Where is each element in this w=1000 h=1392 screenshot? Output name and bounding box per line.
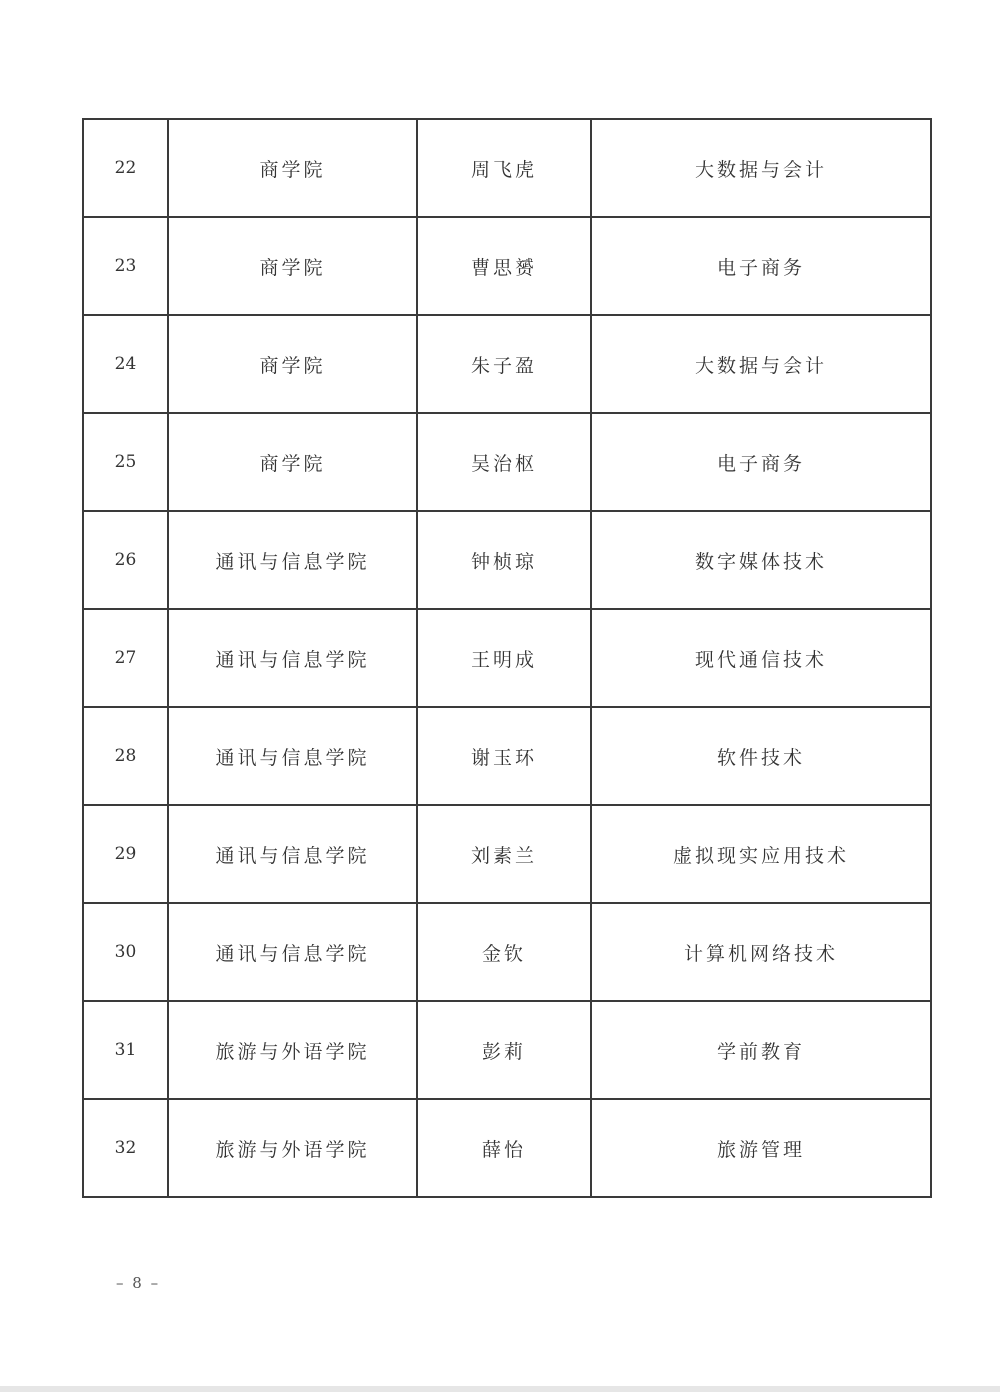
college-cell: 通讯与信息学院 <box>168 805 417 903</box>
major-cell: 虚拟现实应用技术 <box>591 805 931 903</box>
table-row <box>83 1001 931 1099</box>
row-number-cell: 31 <box>83 1001 168 1099</box>
college-cell: 通讯与信息学院 <box>168 511 417 609</box>
college-cell: 商学院 <box>168 119 417 217</box>
college-cell: 旅游与外语学院 <box>168 1099 417 1197</box>
row-number-cell: 27 <box>83 609 168 707</box>
table-row <box>83 903 931 1001</box>
major-cell: 电子商务 <box>591 217 931 315</box>
person-name-cell: 王明成 <box>417 609 591 707</box>
row-number-cell: 28 <box>83 707 168 805</box>
college-cell: 旅游与外语学院 <box>168 1001 417 1099</box>
major-cell: 旅游管理 <box>591 1099 931 1197</box>
person-name-cell: 刘素兰 <box>417 805 591 903</box>
person-name-cell: 曹思赟 <box>417 217 591 315</box>
major-cell: 现代通信技术 <box>591 609 931 707</box>
row-number-cell: 29 <box>83 805 168 903</box>
table-row <box>83 805 931 903</box>
row-number-cell: 26 <box>83 511 168 609</box>
major-cell: 计算机网络技术 <box>591 903 931 1001</box>
page-number: – 8 – <box>116 1274 161 1292</box>
college-cell: 通讯与信息学院 <box>168 707 417 805</box>
major-cell: 软件技术 <box>591 707 931 805</box>
roster-table <box>82 118 932 1198</box>
person-name-cell: 彭莉 <box>417 1001 591 1099</box>
person-name-cell: 朱子盈 <box>417 315 591 413</box>
table-row <box>83 315 931 413</box>
table-row <box>83 609 931 707</box>
major-cell: 大数据与会计 <box>591 119 931 217</box>
row-number-cell: 25 <box>83 413 168 511</box>
person-name-cell: 周飞虎 <box>417 119 591 217</box>
bottom-edge-strip <box>0 1386 1000 1392</box>
row-number-cell: 32 <box>83 1099 168 1197</box>
person-name-cell: 薛怡 <box>417 1099 591 1197</box>
row-number-cell: 22 <box>83 119 168 217</box>
major-cell: 大数据与会计 <box>591 315 931 413</box>
row-number-cell: 24 <box>83 315 168 413</box>
person-name-cell: 钟桢琼 <box>417 511 591 609</box>
roster-table-body <box>83 119 931 1197</box>
college-cell: 商学院 <box>168 413 417 511</box>
person-name-cell: 谢玉环 <box>417 707 591 805</box>
major-cell: 电子商务 <box>591 413 931 511</box>
table-row <box>83 511 931 609</box>
person-name-cell: 金钦 <box>417 903 591 1001</box>
table-row <box>83 119 931 217</box>
row-number-cell: 30 <box>83 903 168 1001</box>
table-row <box>83 1099 931 1197</box>
table-row <box>83 217 931 315</box>
college-cell: 商学院 <box>168 217 417 315</box>
table-row <box>83 413 931 511</box>
row-number-cell: 23 <box>83 217 168 315</box>
major-cell: 学前教育 <box>591 1001 931 1099</box>
table-row <box>83 707 931 805</box>
college-cell: 商学院 <box>168 315 417 413</box>
major-cell: 数字媒体技术 <box>591 511 931 609</box>
person-name-cell: 吴治枢 <box>417 413 591 511</box>
college-cell: 通讯与信息学院 <box>168 609 417 707</box>
college-cell: 通讯与信息学院 <box>168 903 417 1001</box>
